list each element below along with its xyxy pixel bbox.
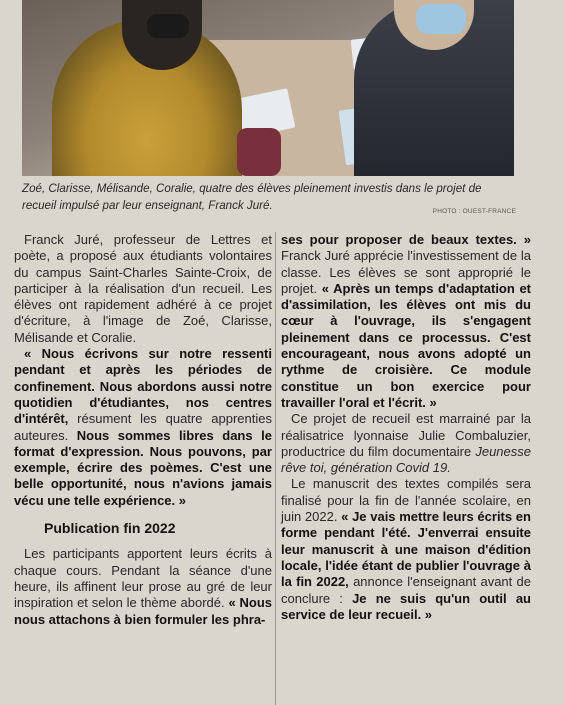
quote-text: « Après un temps d'adaptation et d'assimilation, les élèves ont mis du cœur à l'ouvrage, ils s'engagent pleinement dans ce processus. C'est encourageant, nous avons adopté un rythme de croisière. Ce module constitue un bon exercice pour travailler l'oral et l'écrit. » [281, 280, 531, 410]
article-paragraph [14, 346, 272, 509]
paragraph-text: Franck Juré apprécie l'investissement de la classe. Les élèves se sont approprié le projet. [281, 248, 531, 296]
paragraph-text: Ce projet de recueil est marrainé par la réalisatrice lyonnaise Julie Combaluzier, productrice du film documentaire [281, 411, 531, 459]
quote-text: « Nous nous attachons à bien formuler les phra- [14, 595, 273, 627]
article-paragraph [281, 476, 531, 623]
paragraph-text: annonce l'enseignant avant de conclure : [281, 574, 531, 606]
paragraph-text: Le manuscrit des textes compilés sera finalisé pour la fin de l'année scolaire, en juin 2022. [281, 476, 531, 525]
paragraph-text: résument les quatre apprenties auteures. [14, 411, 272, 443]
photo-face-mask [416, 4, 466, 34]
photo-pencil-case [237, 128, 281, 176]
article-column-right [281, 232, 531, 623]
quote-text: ses pour proposer de beaux textes. » [281, 232, 531, 247]
section-subheading: Publication fin 2022 [44, 520, 176, 537]
article-paragraph [281, 411, 531, 476]
article-paragraph [14, 232, 272, 346]
film-title: Jeunesse rêve toi, génération Covid 19. [281, 443, 531, 476]
quote-text: « Je vais mettre leurs écrits en forme pendant l'été. J'enverrai ensuite leur manuscrit à une maison d'édition locale, l'idée étant de publier l'ouvrage à la fin 2022, [281, 509, 531, 590]
article-paragraph [14, 546, 272, 627]
photo-credit: PHOTO : OUEST-FRANCE [432, 208, 516, 215]
photo-face-mask [147, 14, 189, 38]
paragraph-text: Les participants apportent leurs écrits à chaque cours. Pendant la séance d'une heure, ils affinent leur prose au gré de leur inspiration et selon le thème abordé. [14, 546, 272, 611]
quote-text: Nous sommes libres dans le format d'expression. Nous pouvons, par exemple, écrire des poèmes. C'est une belle opportunité, nous n'avions jamais vécu une telle expérience. » [14, 427, 272, 508]
article-paragraph [281, 232, 531, 411]
photo-caption [22, 180, 518, 214]
column-divider [275, 232, 276, 705]
caption-text: Zoé, Clarisse, Mélisande, Coralie, quatre des élèves pleinement investis dans le projet de recueil impulsé par leur enseignant, Franck Juré. [22, 182, 482, 212]
quote-text: « Nous écrivons sur notre ressenti pendant et après les périodes de confinement. Nous abordons aussi notre quotidien d'étudiantes, nos centres d'intérêt, [14, 346, 272, 427]
paragraph-text: Franck Juré, professeur de Lettres et poète, a proposé aux étudiants volontaires du campus Saint-Charles Sainte-Croix, de participer à la réalisation d'un recueil. Les élèves ont rapidement adhéré à ce projet d'écriture, à l'image de Zoé, Clarisse, Mélisande et Coralie. [14, 232, 272, 345]
quote-text: Je ne suis qu'un outil au service de leur recueil. » [281, 590, 531, 622]
article-photo [22, 0, 514, 176]
article-column-left [14, 232, 272, 628]
